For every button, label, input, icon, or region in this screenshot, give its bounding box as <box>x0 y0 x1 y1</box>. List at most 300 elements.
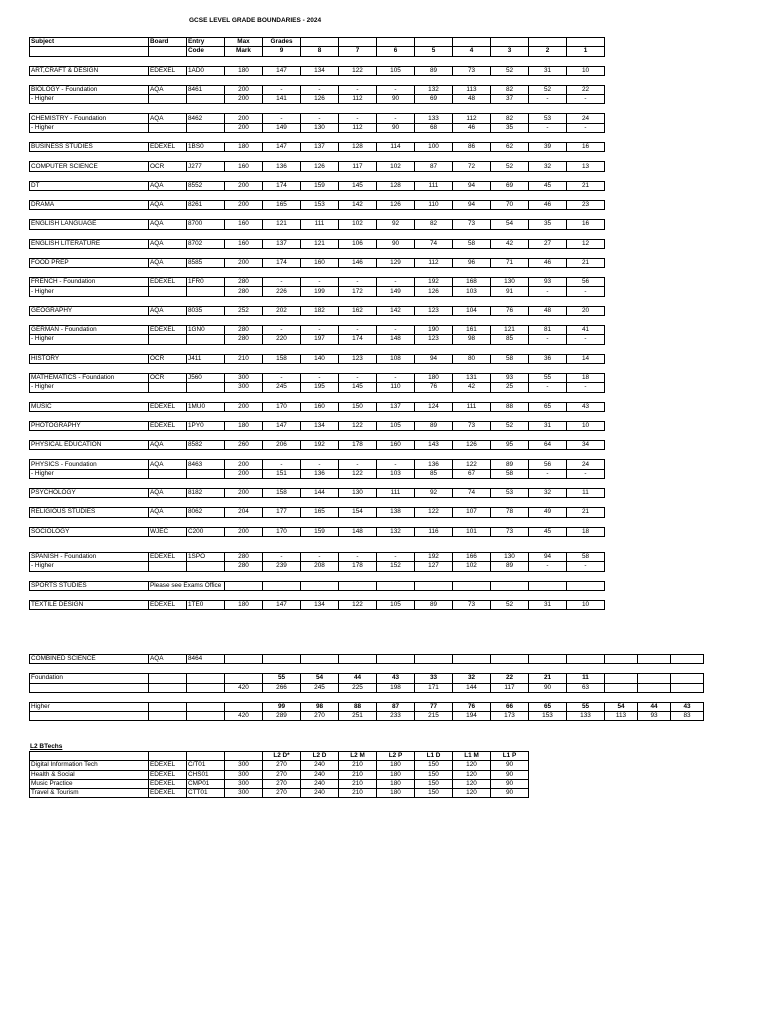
grade-cell: 85 <box>415 469 453 478</box>
spacer-cell <box>301 75 339 85</box>
spacer-cell <box>377 692 415 702</box>
grade-label: 44 <box>638 702 671 711</box>
spacer-cell <box>339 498 377 508</box>
grade-cell: 142 <box>377 306 415 315</box>
grade-cell: 149 <box>377 287 415 296</box>
spacer-cell <box>529 268 567 278</box>
spacer-cell <box>453 590 491 600</box>
grade-cell: 128 <box>377 181 415 190</box>
header-blank <box>149 752 187 761</box>
code-cell <box>187 287 225 296</box>
grade-cell: 46 <box>529 258 567 267</box>
grade-cell: 58 <box>491 469 529 478</box>
spacer-cell <box>377 316 415 326</box>
spacer-cell <box>377 56 415 66</box>
grade-cell: 86 <box>453 143 491 152</box>
board-cell: EDEXEL <box>149 143 187 152</box>
spacer-row <box>30 571 605 581</box>
grade-cell: 81 <box>529 326 567 335</box>
max-mark-cell: 200 <box>225 489 263 498</box>
grade-cell: 96 <box>453 258 491 267</box>
header-row <box>30 752 529 761</box>
spacer-cell <box>453 268 491 278</box>
code-cell <box>187 335 225 344</box>
board-cell: AQA <box>149 489 187 498</box>
table-cell: EDEXEL <box>149 789 187 798</box>
spacer-cell <box>491 296 529 306</box>
grade-cell: 114 <box>377 143 415 152</box>
spacer-row <box>30 411 605 421</box>
table-cell: 120 <box>453 789 491 798</box>
subject-name: DT <box>30 181 149 190</box>
table-cell: 280 <box>225 562 263 571</box>
spacer-cell <box>339 664 377 674</box>
spacer-cell <box>567 56 605 66</box>
spacer-cell <box>339 152 377 162</box>
grade-cell: - <box>263 278 301 287</box>
grade-cell: 20 <box>567 306 605 315</box>
max-mark-cell: 180 <box>225 421 263 430</box>
max-mark-cell: 200 <box>225 258 263 267</box>
grade-cell: 137 <box>263 239 301 248</box>
spacer-cell <box>491 210 529 220</box>
spacer-cell <box>491 190 529 200</box>
spacer-cell <box>225 692 263 702</box>
code-cell: 1AD0 <box>187 66 225 75</box>
max-mark-cell: 200 <box>225 527 263 536</box>
spacer-cell <box>187 692 225 702</box>
grade-cell: - <box>339 278 377 287</box>
spacer-cell <box>377 517 415 527</box>
table-cell <box>225 581 263 590</box>
spacer-cell <box>187 344 225 354</box>
grade-cell: 82 <box>415 220 453 229</box>
table-cell: EDEXEL <box>149 600 187 609</box>
grade-cell: 42 <box>453 383 491 392</box>
table-cell: 270 <box>263 770 301 779</box>
grade-label: 6 <box>377 47 415 56</box>
grade-cell: 122 <box>339 66 377 75</box>
header-blank <box>415 38 453 47</box>
spacer-cell <box>377 450 415 460</box>
max-mark-cell: 200 <box>225 402 263 411</box>
table-row <box>30 553 605 562</box>
table-cell: 240 <box>301 761 339 770</box>
spacer-cell <box>377 210 415 220</box>
grade-cell: 165 <box>301 508 339 517</box>
grade-cell: 18 <box>567 373 605 382</box>
spacer-cell <box>30 692 149 702</box>
table-cell <box>638 674 671 683</box>
spacer-cell <box>567 152 605 162</box>
table-cell: 1SPO <box>187 553 225 562</box>
grade-cell: - <box>529 287 567 296</box>
spacer-cell <box>339 75 377 85</box>
spacer-cell <box>187 498 225 508</box>
grade-cell: 147 <box>263 143 301 152</box>
spacer-row <box>30 133 605 143</box>
spacer-cell <box>263 104 301 114</box>
grade-cell: 192 <box>415 278 453 287</box>
spacer-cell <box>529 692 567 702</box>
table-row <box>30 373 605 382</box>
table-row <box>30 306 605 315</box>
grade-cell: 145 <box>339 383 377 392</box>
grade-cell: 170 <box>263 527 301 536</box>
header-grades: Grades <box>263 38 301 47</box>
table-cell: 102 <box>453 562 491 571</box>
spacer-cell <box>30 590 149 600</box>
spacer-row <box>30 517 605 527</box>
table-cell: 300 <box>225 779 263 788</box>
subject-name: SPORTS STUDIES <box>30 581 149 590</box>
spacer-cell <box>225 133 263 143</box>
spacer-cell <box>529 171 567 181</box>
grade-cell: 24 <box>567 460 605 469</box>
grade-cell: - <box>339 373 377 382</box>
grade-cell: 112 <box>415 258 453 267</box>
spacer-cell <box>149 344 187 354</box>
table-cell: 180 <box>377 770 415 779</box>
table-cell <box>30 683 149 692</box>
spacer-cell <box>30 363 149 373</box>
table-cell: 240 <box>301 779 339 788</box>
max-mark-cell: 252 <box>225 306 263 315</box>
spacer-cell <box>529 75 567 85</box>
grade-cell: 245 <box>301 683 339 692</box>
spacer-cell <box>301 248 339 258</box>
grade-cell: 13 <box>567 162 605 171</box>
spacer-cell <box>529 133 567 143</box>
spacer-cell <box>415 104 453 114</box>
spacer-cell <box>301 171 339 181</box>
grade-cell: 45 <box>529 527 567 536</box>
table-row <box>30 354 605 363</box>
code-cell: 8552 <box>187 181 225 190</box>
grade-cell: 43 <box>567 402 605 411</box>
spacer-cell <box>529 296 567 306</box>
grade-cell: 180 <box>415 373 453 382</box>
grade-cell: 245 <box>263 383 301 392</box>
table-cell: 178 <box>339 562 377 571</box>
spacer-cell <box>225 268 263 278</box>
grade-cell: 53 <box>491 489 529 498</box>
table-cell: 180 <box>377 761 415 770</box>
spacer-cell <box>187 56 225 66</box>
spacer-cell <box>529 190 567 200</box>
spacer-cell <box>187 104 225 114</box>
grade-cell: 105 <box>377 421 415 430</box>
spacer-cell <box>529 210 567 220</box>
grade-cell: 122 <box>415 508 453 517</box>
board-cell: EDEXEL <box>149 278 187 287</box>
spacer-cell <box>529 450 567 460</box>
table-row <box>30 258 605 267</box>
spacer-cell <box>263 316 301 326</box>
grade-cell: - <box>567 95 605 104</box>
table-row <box>30 200 605 209</box>
spacer-cell <box>453 571 491 581</box>
grade-cell: 36 <box>529 354 567 363</box>
spacer-cell <box>377 104 415 114</box>
grade-cell: 108 <box>377 354 415 363</box>
grade-cell: - <box>301 278 339 287</box>
spacer-cell <box>149 104 187 114</box>
spacer-cell <box>187 590 225 600</box>
spacer-cell <box>529 152 567 162</box>
grade-cell: 70 <box>491 200 529 209</box>
spacer-cell <box>263 392 301 402</box>
spacer-cell <box>301 431 339 441</box>
spacer-cell <box>377 479 415 489</box>
grade-cell: 147 <box>263 66 301 75</box>
grade-cell: 215 <box>415 712 453 721</box>
grade-label: 8 <box>301 47 339 56</box>
spacer-cell <box>225 190 263 200</box>
table-cell: 270 <box>263 761 301 770</box>
board-cell: OCR <box>149 354 187 363</box>
board-cell: EDEXEL <box>149 326 187 335</box>
grade-label: 32 <box>453 674 491 683</box>
table-cell <box>263 655 301 664</box>
grade-cell: 190 <box>415 326 453 335</box>
spacer-cell <box>491 517 529 527</box>
grade-cell: 18 <box>567 527 605 536</box>
grade-cell: - <box>529 383 567 392</box>
grade-cell: - <box>339 114 377 123</box>
spacer-cell <box>415 479 453 489</box>
subject-name: - Higher <box>30 383 149 392</box>
grade-cell: 111 <box>301 220 339 229</box>
spacer-cell <box>263 229 301 239</box>
grade-label: 44 <box>339 674 377 683</box>
grade-label: 7 <box>339 47 377 56</box>
grade-cell: 137 <box>377 402 415 411</box>
spacer-cell <box>491 133 529 143</box>
spacer-cell <box>225 450 263 460</box>
max-mark-cell: 200 <box>225 200 263 209</box>
grade-cell: 91 <box>491 287 529 296</box>
board-cell: EDEXEL <box>149 402 187 411</box>
spacer-cell <box>491 56 529 66</box>
spacer-cell <box>149 517 187 527</box>
spacer-cell <box>149 171 187 181</box>
spacer-cell <box>149 133 187 143</box>
table-row <box>30 761 529 770</box>
spacer-row <box>30 229 605 239</box>
grade-label: 1 <box>567 47 605 56</box>
grade-cell: 82 <box>491 114 529 123</box>
code-cell: 8261 <box>187 200 225 209</box>
grade-cell: 233 <box>377 712 415 721</box>
max-mark-cell: 160 <box>225 162 263 171</box>
grade-cell: 56 <box>567 278 605 287</box>
spacer-cell <box>453 248 491 258</box>
spacer-cell <box>453 479 491 489</box>
spacer-cell <box>263 152 301 162</box>
spacer-cell <box>30 450 149 460</box>
spacer-cell <box>339 268 377 278</box>
spacer-row <box>30 104 605 114</box>
combined-science-table <box>29 654 704 721</box>
grade-cell: 153 <box>301 200 339 209</box>
spacer-cell <box>671 664 704 674</box>
table-row <box>30 702 704 711</box>
grade-cell: - <box>567 469 605 478</box>
spacer-cell <box>529 248 567 258</box>
board-cell: WJEC <box>149 527 187 536</box>
spacer-cell <box>567 268 605 278</box>
btech-title: L2 BTechs <box>30 743 63 750</box>
spacer-row <box>30 296 605 306</box>
table-cell: 270 <box>263 779 301 788</box>
spacer-cell <box>30 104 149 114</box>
board-cell: OCR <box>149 162 187 171</box>
board-cell: AQA <box>149 85 187 94</box>
grade-cell: 134 <box>301 421 339 430</box>
grade-label: 99 <box>263 702 301 711</box>
grade-cell: 45 <box>529 181 567 190</box>
grade-cell: 103 <box>377 469 415 478</box>
spacer-cell <box>415 344 453 354</box>
header-subject: Subject <box>30 38 149 47</box>
spacer-cell <box>567 229 605 239</box>
spacer-cell <box>187 210 225 220</box>
grade-cell: 122 <box>453 460 491 469</box>
spacer-cell <box>339 210 377 220</box>
code-cell: J560 <box>187 373 225 382</box>
grade-cell: 130 <box>491 278 529 287</box>
header-max: Max <box>225 38 263 47</box>
table-row <box>30 123 605 132</box>
spacer-row <box>30 190 605 200</box>
board-cell: EDEXEL <box>149 66 187 75</box>
subject-name: PHYSICAL EDUCATION <box>30 441 149 450</box>
grade-cell: 251 <box>339 712 377 721</box>
spacer-cell <box>149 590 187 600</box>
spacer-cell <box>605 692 638 702</box>
note-cell: Please see Exams Office <box>149 581 225 590</box>
max-mark-cell: 180 <box>225 66 263 75</box>
grade-cell: 102 <box>377 162 415 171</box>
table-cell <box>529 655 567 664</box>
spacer-cell <box>339 363 377 373</box>
grade-cell: 76 <box>415 383 453 392</box>
spacer-cell <box>491 411 529 421</box>
subject-name: GEOGRAPHY <box>30 306 149 315</box>
spacer-cell <box>225 56 263 66</box>
max-mark-cell: 280 <box>225 287 263 296</box>
grade-cell: 123 <box>415 335 453 344</box>
spacer-cell <box>453 229 491 239</box>
code-cell: 8035 <box>187 306 225 315</box>
grade-cell: 160 <box>301 402 339 411</box>
spacer-cell <box>301 498 339 508</box>
spacer-cell <box>339 590 377 600</box>
spacer-cell <box>187 571 225 581</box>
grade-boundaries-table-2 <box>29 552 605 610</box>
spacer-cell <box>225 363 263 373</box>
spacer-cell <box>453 296 491 306</box>
grade-label: L1 P <box>491 752 529 761</box>
spacer-cell <box>415 229 453 239</box>
grade-cell: 52 <box>491 421 529 430</box>
grade-label: L2 P <box>377 752 415 761</box>
subject-name: RELIGIOUS STUDIES <box>30 508 149 517</box>
spacer-cell <box>225 104 263 114</box>
spacer-cell <box>453 104 491 114</box>
table-cell <box>187 562 225 571</box>
spacer-cell <box>453 344 491 354</box>
spacer-row <box>30 363 605 373</box>
grade-cell: 130 <box>339 489 377 498</box>
table-cell <box>339 655 377 664</box>
spacer-row <box>30 56 605 66</box>
subject-name: - Higher <box>30 95 149 104</box>
grade-cell: - <box>263 373 301 382</box>
grade-cell: 93 <box>491 373 529 382</box>
spacer-cell <box>567 392 605 402</box>
grade-cell: 117 <box>491 683 529 692</box>
table-cell: 120 <box>453 770 491 779</box>
spacer-cell <box>30 268 149 278</box>
grade-cell: 178 <box>339 441 377 450</box>
grade-cell: 160 <box>301 258 339 267</box>
spacer-cell <box>638 692 671 702</box>
table-cell <box>225 655 263 664</box>
spacer-cell <box>301 229 339 239</box>
grade-cell: 58 <box>491 354 529 363</box>
grade-cell: 90 <box>377 239 415 248</box>
header-row <box>30 47 605 56</box>
spacer-cell <box>149 363 187 373</box>
board-cell <box>149 383 187 392</box>
spacer-cell <box>415 296 453 306</box>
spacer-cell <box>415 590 453 600</box>
spacer-cell <box>415 190 453 200</box>
spacer-cell <box>567 517 605 527</box>
grade-cell: 199 <box>301 287 339 296</box>
spacer-cell <box>415 75 453 85</box>
spacer-cell <box>301 411 339 421</box>
spacer-cell <box>263 692 301 702</box>
grade-cell: 95 <box>491 441 529 450</box>
grade-cell: 122 <box>339 469 377 478</box>
table-cell <box>491 581 529 590</box>
spacer-cell <box>491 479 529 489</box>
grade-cell: - <box>377 326 415 335</box>
spacer-cell <box>225 590 263 600</box>
grade-cell: 142 <box>339 200 377 209</box>
grade-cell: 21 <box>567 508 605 517</box>
spacer-cell <box>225 431 263 441</box>
table-cell: 150 <box>415 770 453 779</box>
board-cell <box>149 469 187 478</box>
spacer-row <box>30 450 605 460</box>
table-cell: EDEXEL <box>149 770 187 779</box>
spacer-cell <box>301 450 339 460</box>
max-mark-cell: 200 <box>225 114 263 123</box>
spacer-cell <box>339 248 377 258</box>
table-cell: 90 <box>491 761 529 770</box>
grade-cell: 136 <box>301 469 339 478</box>
grade-cell: 31 <box>529 66 567 75</box>
table-cell: 134 <box>301 600 339 609</box>
grade-cell: 21 <box>567 181 605 190</box>
header-blank <box>453 38 491 47</box>
grade-cell: 198 <box>377 683 415 692</box>
grade-label: 54 <box>605 702 638 711</box>
